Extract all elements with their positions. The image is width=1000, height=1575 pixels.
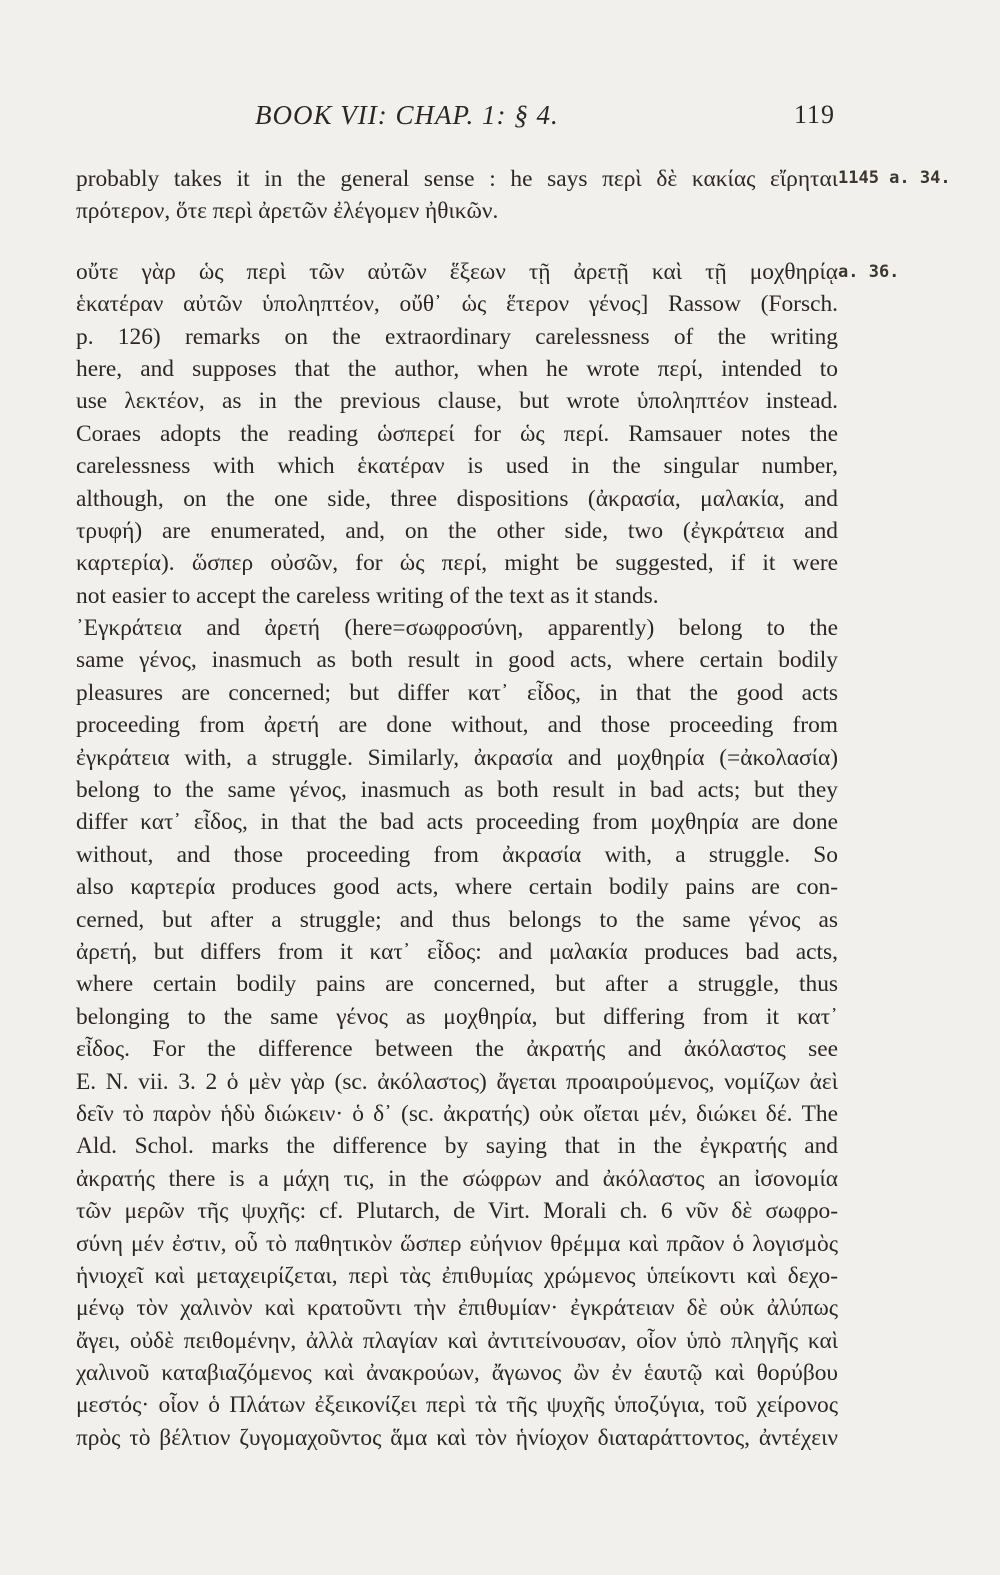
text-line: same γένος, inasmuch as both result in good acts, where certain bodily — [76, 647, 838, 674]
text-line: τρυφή) are enumerated, and, on the other side, two (ἐγκράτεια and — [76, 517, 838, 544]
text-line: pleasures are concerned; but differ κατ᾽ εἶδος, in that the good acts — [76, 679, 838, 706]
text-line: ᾽Εγκράτεια and ἀρετή (here=σωφροσύνη, apparently) belong to the — [76, 615, 838, 642]
chapter-heading: BOOK VII: CHAP. 1: § 4. — [255, 100, 559, 130]
lemma-line: οὔτε γὰρ ὡς περὶ τῶν αὐτῶν ἕξεων τῇ ἀρετῇ καὶ τῇ μοχθηρίᾳ — [76, 258, 838, 285]
text-line: καρτερία). ὥσπερ οὐσῶν, for ὡς περί, might be suggested, if it were — [76, 550, 838, 577]
text-line: ἡνιοχεῖ καὶ μεταχειρίζεται, περὶ τὰς ἐπιθυμίας χρώμενος ὑπείκοντι καὶ δεχο- — [76, 1262, 838, 1289]
text-line: use λεκτέον, as in the previous clause, but wrote ὑποληπτέον instead. — [76, 388, 838, 415]
text-line: σύνη μέν ἐστιν, οὗ τὸ παθητικὸν ὥσπερ εὐήνιον θρέμμα καὶ πρᾶον ὁ λογισμὸς — [76, 1230, 838, 1257]
text-line: Coraes adopts the reading ὡσπερεί for ὡς περί. Ramsauer notes the — [76, 420, 838, 447]
text-line: ἀκρατής there is a μάχη τις, in the σώφρων and ἀκόλαστος an ἰσονομία — [76, 1165, 838, 1192]
commentary-text — [76, 163, 838, 1454]
text-line: probably takes it in the general sense : he says περὶ δὲ κακίας εἴρηται — [76, 166, 838, 192]
text-line: ἐγκράτεια with, a struggle. Similarly, ἀκρασία and μοχθηρία (=ἀκολασία) — [76, 744, 838, 771]
paragraph-gap — [76, 228, 838, 256]
text-line: μένῳ τὸν χαλινὸν καὶ κρατοῦντι τὴν ἐπιθυμίαν· ἐγκράτειαν δὲ οὐκ ἀλύπως — [76, 1295, 838, 1322]
page-number: 119 — [793, 100, 835, 129]
paragraph-1 — [76, 163, 838, 228]
text-line: ἄγει, οὐδὲ πειθομένην, ἀλλὰ πλαγίαν καὶ ἀντιτείνουσαν, οἷον ὑπὸ πληγῆς καὶ — [76, 1327, 838, 1354]
text-line: χαλινοῦ καταβιαζόμενος καὶ ἀνακρούων, ἄγωνος ὢν ἐν ἑαυτῷ καὶ θορύβου — [76, 1360, 838, 1387]
margin-reference-2: a. 36. — [838, 262, 900, 282]
text-line: μεστός· οἷον ὁ Πλάτων ἐξεικονίζει περὶ τὰ τῆς ψυχῆς ὑποζύγια, τοῦ χείρονος — [76, 1392, 838, 1419]
text-line: τῶν μερῶν τῆς ψυχῆς: cf. Plutarch, de Virt. Morali ch. 6 νῦν δὲ σωφρο- — [76, 1198, 838, 1225]
lemma-line: ἑκατέραν αὐτῶν ὑποληπτέον, οὔθ᾽ ὡς ἕτερον γένος] Rassow (Forsch. — [76, 291, 838, 318]
text-line: where certain bodily pains are concerned, but after a struggle, thus — [76, 971, 838, 998]
text-line: differ κατ᾽ εἶδος, in that the bad acts proceeding from μοχθηρία are done — [76, 809, 838, 836]
text-line: cerned, but after a struggle; and thus belongs to the same γένος as — [76, 906, 838, 933]
text-line: although, on the one side, three dispositions (ἀκρασία, μαλακία, and — [76, 485, 838, 512]
margin-reference-1: 1145 a. 34. — [838, 168, 951, 188]
text-line: E. N. vii. 3. 2 ὁ μὲν γὰρ (sc. ἀκόλαστος) ἄγεται προαιρούμενος, νομίζων ἀεὶ — [76, 1068, 838, 1095]
text-line: εἶδος. For the difference between the ἀκρατής and ἀκόλαστος see — [76, 1036, 838, 1063]
text-line: not easier to accept the careless writing of the text as it stands. — [76, 582, 659, 609]
text-line: belong to the same γένος, inasmuch as both result in bad acts; but they — [76, 777, 838, 804]
paragraph-2 — [76, 256, 838, 1454]
text-line: p. 126) remarks on the extraordinary carelessness of the writing — [76, 323, 838, 350]
text-line: δεῖν τὸ παρὸν ἡδὺ διώκειν· ὁ δ᾽ (sc. ἀκρατής) οὐκ οἴεται μέν, διώκει δέ. The — [76, 1100, 838, 1127]
text-line: ἀρετή, but differs from it κατ᾽ εἶδος: and μαλακία produces bad acts, — [76, 938, 838, 965]
running-head — [255, 100, 845, 131]
text-line: here, and supposes that the author, when he wrote περί, intended to — [76, 355, 838, 382]
text-line: also καρτερία produces good acts, where certain bodily pains are con- — [76, 874, 838, 901]
text-line: without, and those proceeding from ἀκρασία with, a struggle. So — [76, 841, 838, 868]
text-line: πρὸς τὸ βέλτιον ζυγομαχοῦντος ἅμα καὶ τὸν ἡνίοχον διαταράττοντος, ἀντέχειν — [76, 1424, 838, 1451]
text-line: belonging to the same γένος as μοχθηρία, but differing from it κατ᾽ — [76, 1003, 838, 1030]
text-line: carelessness with which ἑκατέραν is used in the singular number, — [76, 453, 838, 480]
text-line: Ald. Schol. marks the difference by saying that in the ἐγκρατής and — [76, 1133, 838, 1160]
text-line: proceeding from ἀρετή are done without, and those proceeding from — [76, 712, 838, 739]
text-line: πρότερον, ὅτε περὶ ἀρετῶν ἐλέγομεν ἠθικῶν. — [76, 198, 499, 225]
